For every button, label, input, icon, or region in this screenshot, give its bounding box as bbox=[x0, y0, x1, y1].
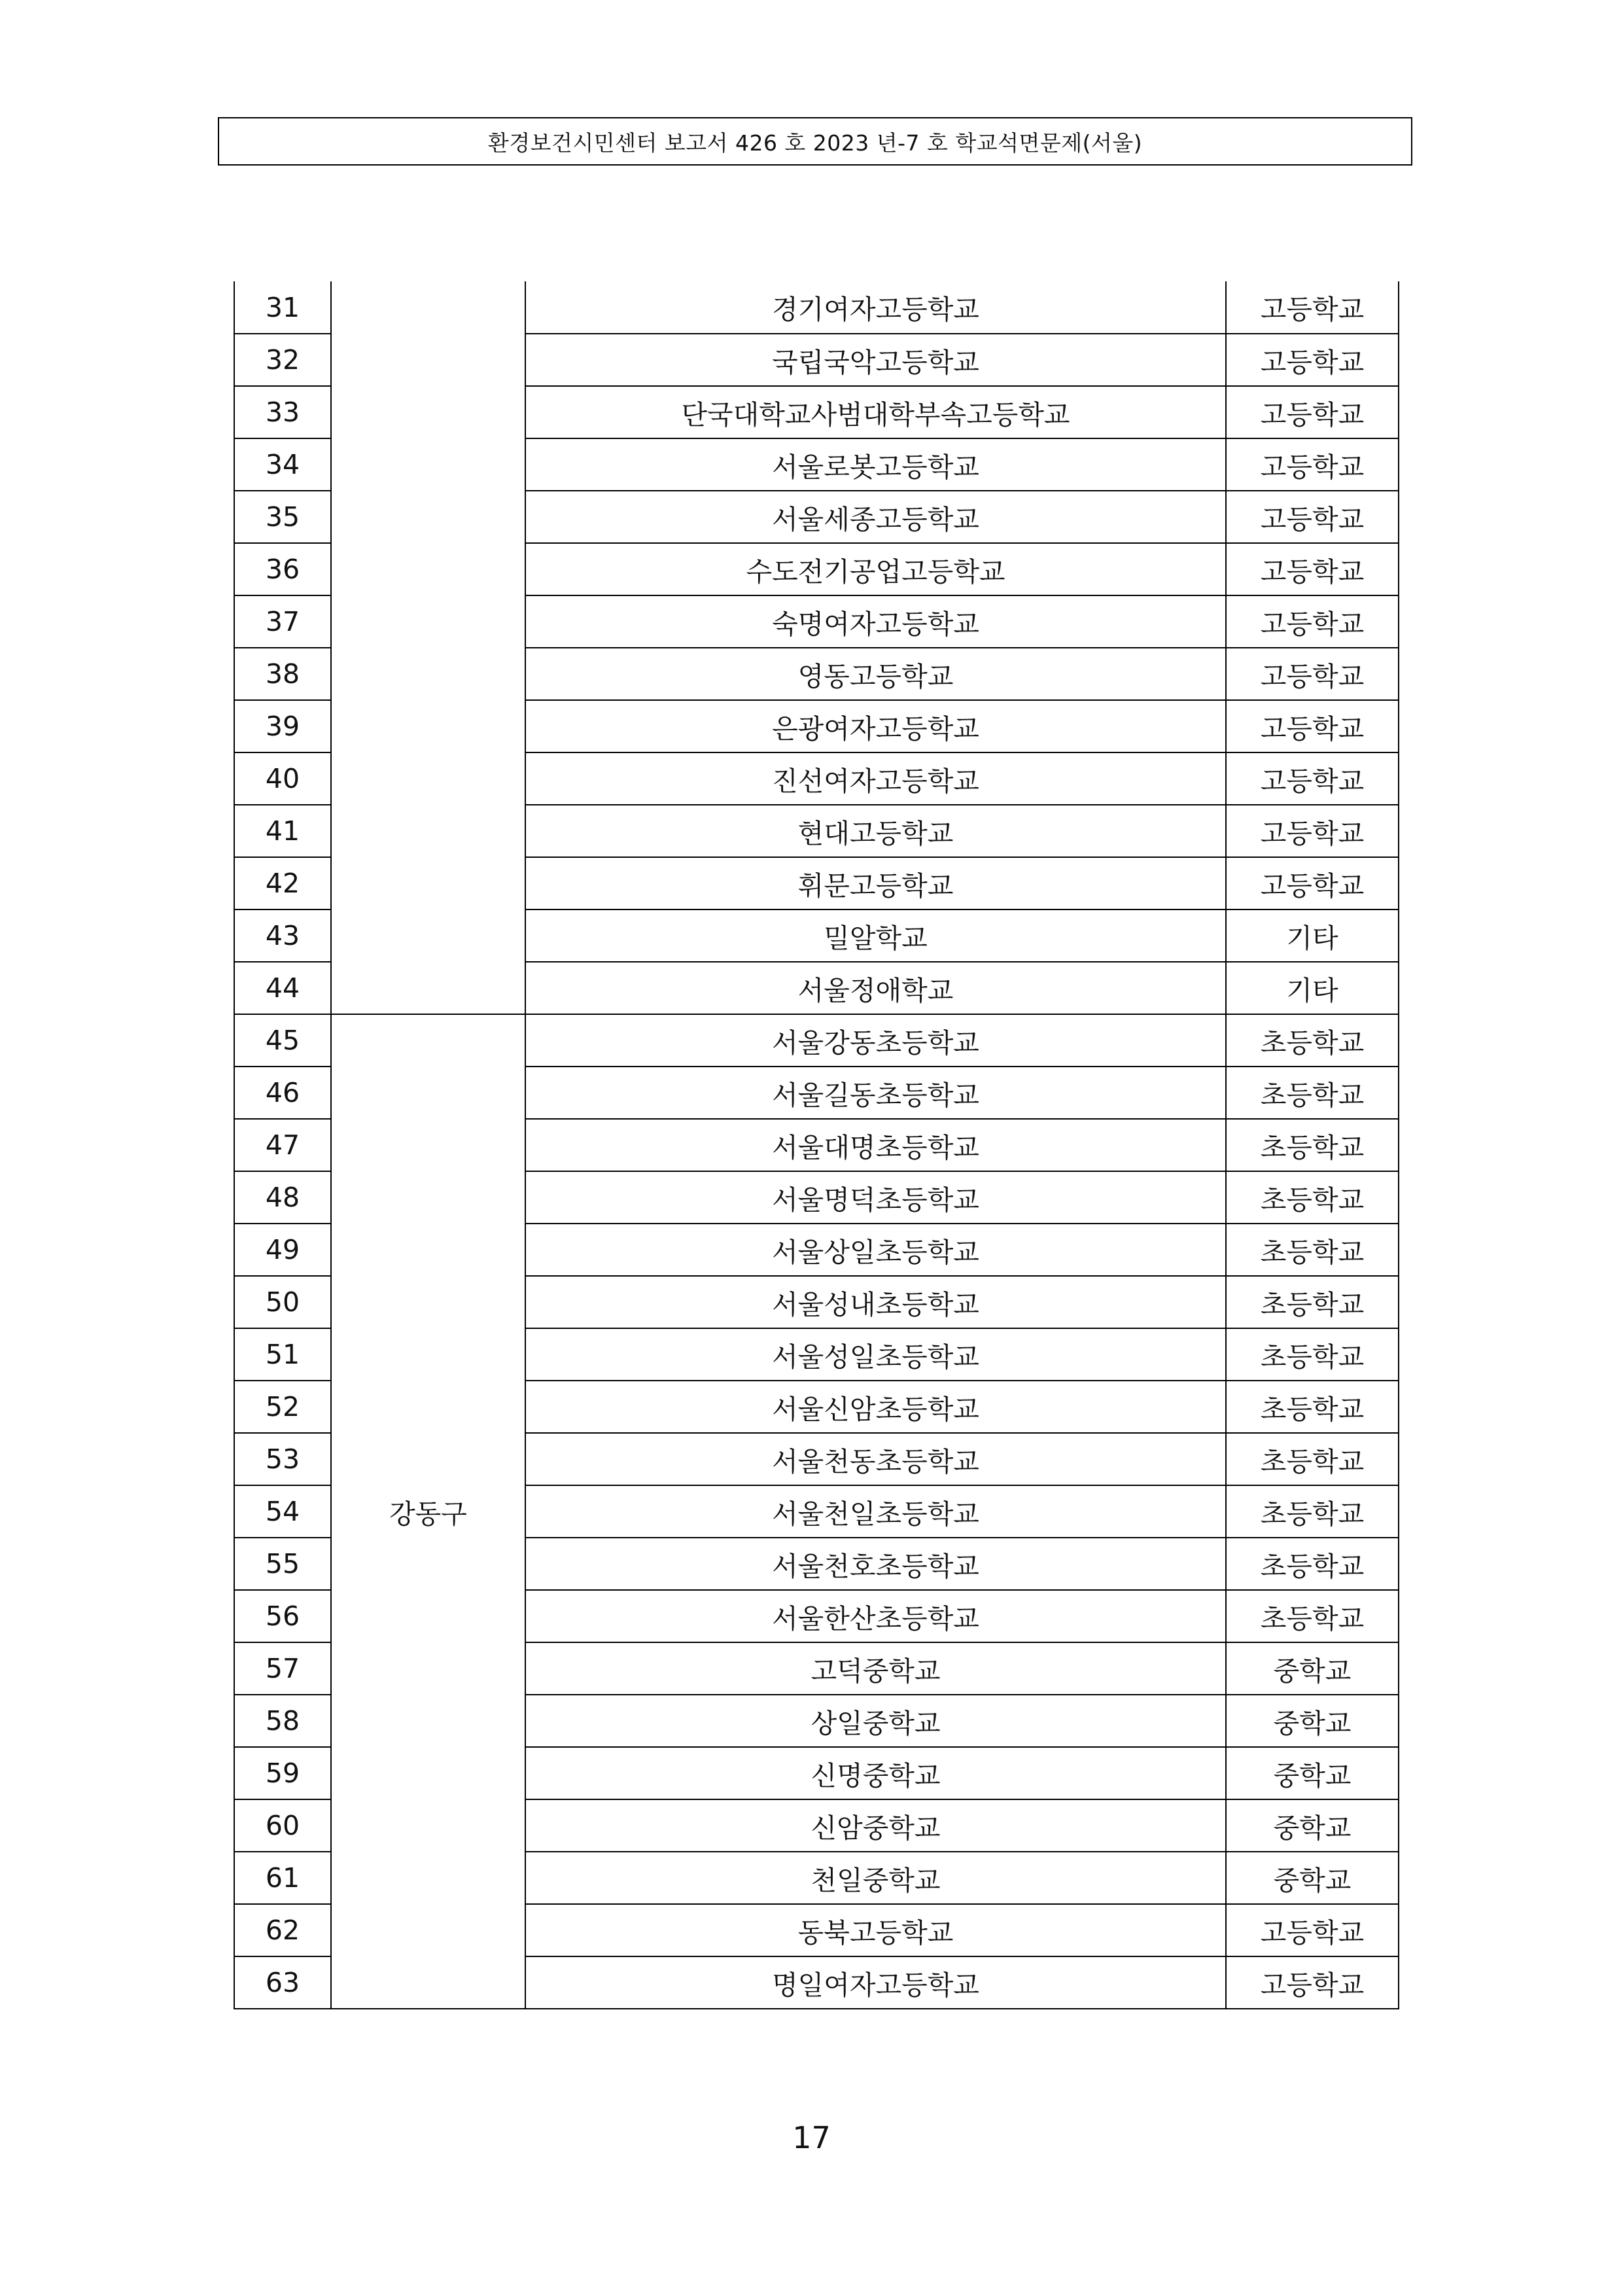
school-name-cell: 서울천일초등학교 bbox=[525, 1485, 1226, 1538]
school-type-cell: 고등학교 bbox=[1226, 438, 1399, 491]
school-type-cell: 초등학교 bbox=[1226, 1014, 1399, 1067]
school-type-cell: 기타 bbox=[1226, 910, 1399, 962]
school-name-cell: 서울정애학교 bbox=[525, 962, 1226, 1014]
school-name-cell: 서울세종고등학교 bbox=[525, 491, 1226, 543]
school-type-cell: 초등학교 bbox=[1226, 1171, 1399, 1224]
row-number-cell: 39 bbox=[234, 700, 331, 752]
school-name-cell: 밀알학교 bbox=[525, 910, 1226, 962]
school-type-cell: 초등학교 bbox=[1226, 1485, 1399, 1538]
school-name-cell: 서울신암초등학교 bbox=[525, 1381, 1226, 1433]
row-number-cell: 63 bbox=[234, 1956, 331, 2009]
school-type-cell: 고등학교 bbox=[1226, 805, 1399, 857]
row-number-cell: 40 bbox=[234, 752, 331, 805]
school-name-cell: 현대고등학교 bbox=[525, 805, 1226, 857]
school-name-cell: 단국대학교사범대학부속고등학교 bbox=[525, 386, 1226, 438]
school-name-cell: 서울성일초등학교 bbox=[525, 1328, 1226, 1381]
school-type-cell: 중학교 bbox=[1226, 1799, 1399, 1852]
row-number-cell: 52 bbox=[234, 1381, 331, 1433]
school-name-cell: 서울대명초등학교 bbox=[525, 1119, 1226, 1171]
table-row bbox=[234, 1014, 1399, 1067]
row-number-cell: 56 bbox=[234, 1590, 331, 1642]
school-type-cell: 고등학교 bbox=[1226, 648, 1399, 700]
school-type-cell: 고등학교 bbox=[1226, 595, 1399, 648]
school-name-cell: 서울강동초등학교 bbox=[525, 1014, 1226, 1067]
school-type-cell: 고등학교 bbox=[1226, 543, 1399, 595]
row-number-cell: 58 bbox=[234, 1695, 331, 1747]
school-type-cell: 초등학교 bbox=[1226, 1119, 1399, 1171]
row-number-cell: 43 bbox=[234, 910, 331, 962]
row-number-cell: 59 bbox=[234, 1747, 331, 1799]
school-name-cell: 서울상일초등학교 bbox=[525, 1224, 1226, 1276]
school-name-cell: 영동고등학교 bbox=[525, 648, 1226, 700]
school-name-cell: 은광여자고등학교 bbox=[525, 700, 1226, 752]
row-number-cell: 42 bbox=[234, 857, 331, 910]
school-name-cell: 명일여자고등학교 bbox=[525, 1956, 1226, 2009]
school-name-cell: 국립국악고등학교 bbox=[525, 334, 1226, 386]
school-table-body bbox=[234, 281, 1399, 2009]
row-number-cell: 51 bbox=[234, 1328, 331, 1381]
report-header bbox=[218, 117, 1412, 166]
row-number-cell: 55 bbox=[234, 1538, 331, 1590]
school-name-cell: 서울천호초등학교 bbox=[525, 1538, 1226, 1590]
school-type-cell: 중학교 bbox=[1226, 1852, 1399, 1904]
row-number-cell: 54 bbox=[234, 1485, 331, 1538]
school-type-cell: 고등학교 bbox=[1226, 857, 1399, 910]
row-number-cell: 47 bbox=[234, 1119, 331, 1171]
table-row bbox=[234, 281, 1399, 334]
row-number-cell: 46 bbox=[234, 1067, 331, 1119]
school-type-cell: 초등학교 bbox=[1226, 1067, 1399, 1119]
school-type-cell: 초등학교 bbox=[1226, 1433, 1399, 1485]
report-header-title: 환경보건시민센터 보고서 426 호 2023 년-7 호 학교석면문제(서울) bbox=[487, 130, 1143, 156]
row-number-cell: 62 bbox=[234, 1904, 331, 1956]
school-name-cell: 서울명덕초등학교 bbox=[525, 1171, 1226, 1224]
row-number-cell: 44 bbox=[234, 962, 331, 1014]
row-number-cell: 35 bbox=[234, 491, 331, 543]
school-type-cell: 초등학교 bbox=[1226, 1381, 1399, 1433]
row-number-cell: 36 bbox=[234, 543, 331, 595]
school-name-cell: 고덕중학교 bbox=[525, 1642, 1226, 1695]
school-type-cell: 고등학교 bbox=[1226, 1956, 1399, 2009]
school-type-cell: 고등학교 bbox=[1226, 752, 1399, 805]
school-name-cell: 신암중학교 bbox=[525, 1799, 1226, 1852]
row-number-cell: 53 bbox=[234, 1433, 331, 1485]
district-cell: 강동구 bbox=[331, 1014, 525, 2009]
row-number-cell: 32 bbox=[234, 334, 331, 386]
school-name-cell: 천일중학교 bbox=[525, 1852, 1226, 1904]
school-name-cell: 숙명여자고등학교 bbox=[525, 595, 1226, 648]
school-type-cell: 고등학교 bbox=[1226, 700, 1399, 752]
school-type-cell: 고등학교 bbox=[1226, 386, 1399, 438]
school-name-cell: 서울한산초등학교 bbox=[525, 1590, 1226, 1642]
row-number-cell: 49 bbox=[234, 1224, 331, 1276]
school-name-cell: 신명중학교 bbox=[525, 1747, 1226, 1799]
row-number-cell: 34 bbox=[234, 438, 331, 491]
page-number: 17 bbox=[792, 2120, 831, 2155]
school-type-cell: 초등학교 bbox=[1226, 1328, 1399, 1381]
row-number-cell: 60 bbox=[234, 1799, 331, 1852]
school-type-cell: 초등학교 bbox=[1226, 1538, 1399, 1590]
row-number-cell: 33 bbox=[234, 386, 331, 438]
school-name-cell: 서울길동초등학교 bbox=[525, 1067, 1226, 1119]
school-name-cell: 서울성내초등학교 bbox=[525, 1276, 1226, 1328]
school-type-cell: 기타 bbox=[1226, 962, 1399, 1014]
school-type-cell: 고등학교 bbox=[1226, 1904, 1399, 1956]
school-name-cell: 서울로봇고등학교 bbox=[525, 438, 1226, 491]
school-type-cell: 중학교 bbox=[1226, 1642, 1399, 1695]
school-name-cell: 상일중학교 bbox=[525, 1695, 1226, 1747]
row-number-cell: 31 bbox=[234, 281, 331, 334]
row-number-cell: 38 bbox=[234, 648, 331, 700]
district-cell bbox=[331, 281, 525, 1014]
row-number-cell: 57 bbox=[234, 1642, 331, 1695]
school-name-cell: 수도전기공업고등학교 bbox=[525, 543, 1226, 595]
school-name-cell: 경기여자고등학교 bbox=[525, 281, 1226, 334]
school-type-cell: 고등학교 bbox=[1226, 281, 1399, 334]
school-type-cell: 초등학교 bbox=[1226, 1590, 1399, 1642]
school-type-cell: 초등학교 bbox=[1226, 1224, 1399, 1276]
school-type-cell: 고등학교 bbox=[1226, 334, 1399, 386]
row-number-cell: 61 bbox=[234, 1852, 331, 1904]
row-number-cell: 45 bbox=[234, 1014, 331, 1067]
row-number-cell: 48 bbox=[234, 1171, 331, 1224]
school-name-cell: 휘문고등학교 bbox=[525, 857, 1226, 910]
school-type-cell: 중학교 bbox=[1226, 1695, 1399, 1747]
school-name-cell: 진선여자고등학교 bbox=[525, 752, 1226, 805]
school-name-cell: 서울천동초등학교 bbox=[525, 1433, 1226, 1485]
school-type-cell: 중학교 bbox=[1226, 1747, 1399, 1799]
row-number-cell: 37 bbox=[234, 595, 331, 648]
school-type-cell: 초등학교 bbox=[1226, 1276, 1399, 1328]
row-number-cell: 50 bbox=[234, 1276, 331, 1328]
school-type-cell: 고등학교 bbox=[1226, 491, 1399, 543]
row-number-cell: 41 bbox=[234, 805, 331, 857]
school-table bbox=[234, 281, 1399, 2009]
school-name-cell: 동북고등학교 bbox=[525, 1904, 1226, 1956]
